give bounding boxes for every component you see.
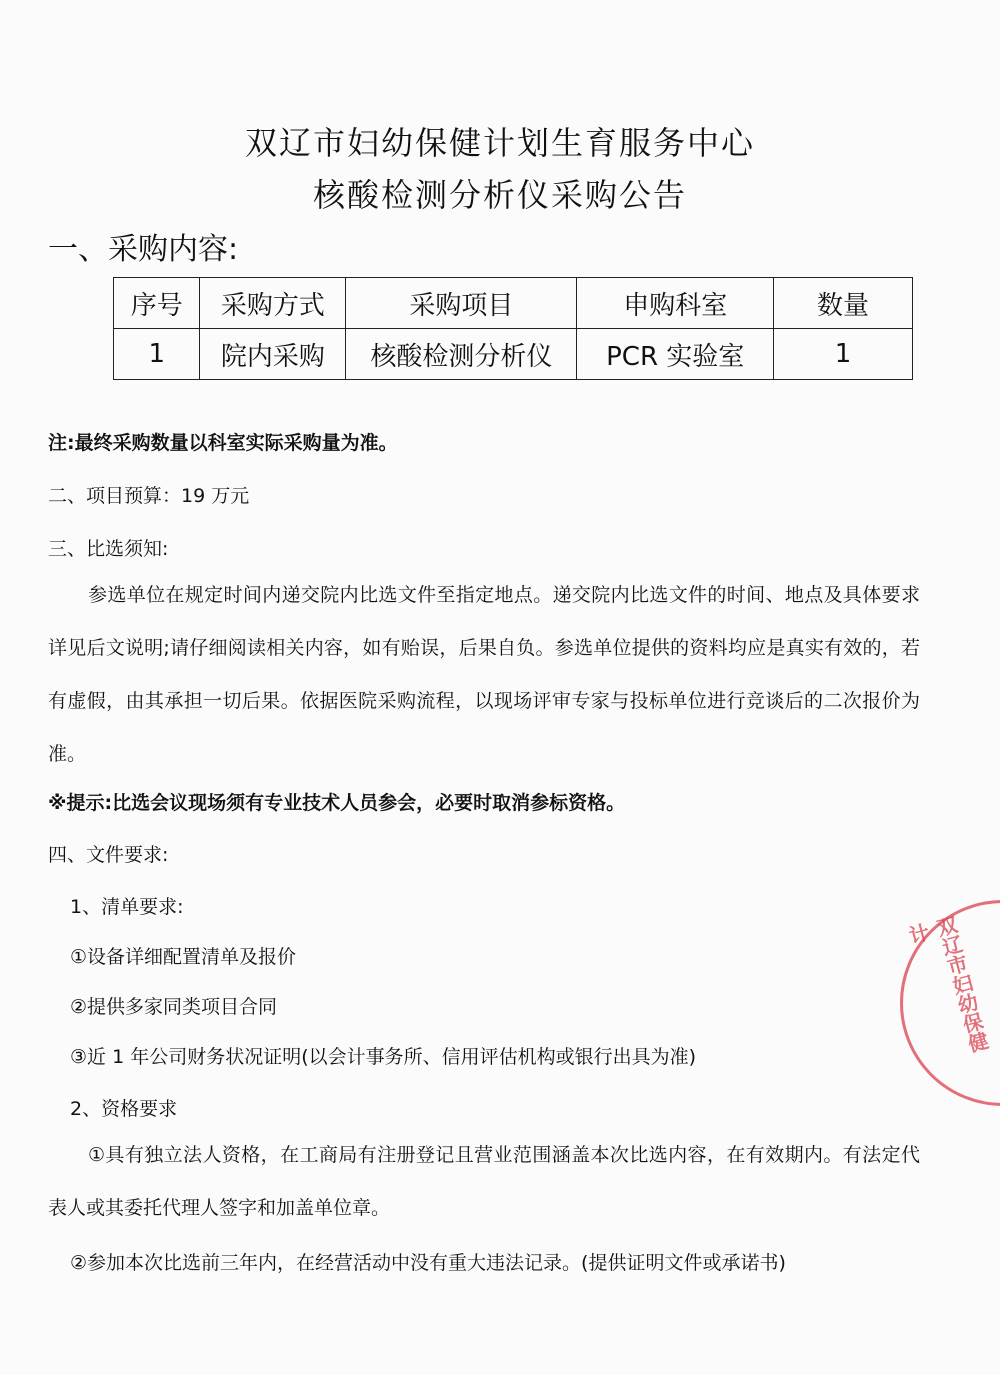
header-cell: 采购项目 [346,278,577,329]
note-text: 注:最终采购数量以科室实际采购量为准。 [48,432,398,454]
header-cell: 数量 [774,278,913,329]
section-4-heading: 四、文件要求: [48,844,169,866]
header-cell: 采购方式 [200,278,346,329]
table-cell: 1 [114,329,200,380]
table-cell: PCR 实验室 [577,329,774,380]
title-line-1: 双辽市妇幼保健计划生育服务中心 [244,124,755,162]
section-2-budget: 二、项目预算：19 万元 [48,485,250,507]
tip-text: ※提示:比选会议现场须有专业技术人员参会，必要时取消参标资格。 [48,792,626,814]
table-cell: 核酸检测分析仪 [346,329,577,380]
section-1-heading: 一、采购内容: [48,232,239,267]
list-item: ②提供多家同类项目合同 [70,996,278,1018]
header-cell: 序号 [114,278,200,329]
selection-notice-paragraph: 参选单位在规定时间内递交院内比选文件至指定地点。递交院内比选文件的时间、地点及具体要求详见后文说明;请仔细阅读相关内容，如有贻误，后果自负。参选单位提供的资料均应是真实有效的，若有虚假，由其承担一切后果。依据医院采购流程，以现场评审专家与投标单位进行竞谈后的二次报价为准。 [48,584,920,765]
header-cell: 申购科室 [577,278,774,329]
table-cell: 院内采购 [200,329,346,380]
qualification-item: ②参加本次比选前三年内，在经营活动中没有重大违法记录。(提供证明文件或承诺书) [70,1252,786,1274]
table-cell: 1 [774,329,913,380]
qualification-item: ①具有独立法人资格，在工商局有注册登记且营业范围涵盖本次比选内容，在有效期内。有法定代表人或其委托代理人签字和加盖单位章。 [48,1144,920,1219]
section-3-heading: 三、比选须知: [48,538,169,560]
table-row [114,329,913,380]
title-line-2: 核酸检测分析仪采购公告 [312,176,687,214]
sub-heading-qualifications: 2、资格要求 [70,1098,178,1120]
list-item: ③近 1 年公司财务状况证明(以会计事务所、信用评估机构或银行出具为准) [70,1046,697,1068]
table-header-row [114,278,913,329]
seal-text: 双辽市妇幼保健计 [903,913,991,1056]
procurement-table [113,277,913,380]
sub-heading-list-requirements: 1、清单要求: [70,896,184,918]
list-item: ①设备详细配置清单及报价 [70,946,297,968]
